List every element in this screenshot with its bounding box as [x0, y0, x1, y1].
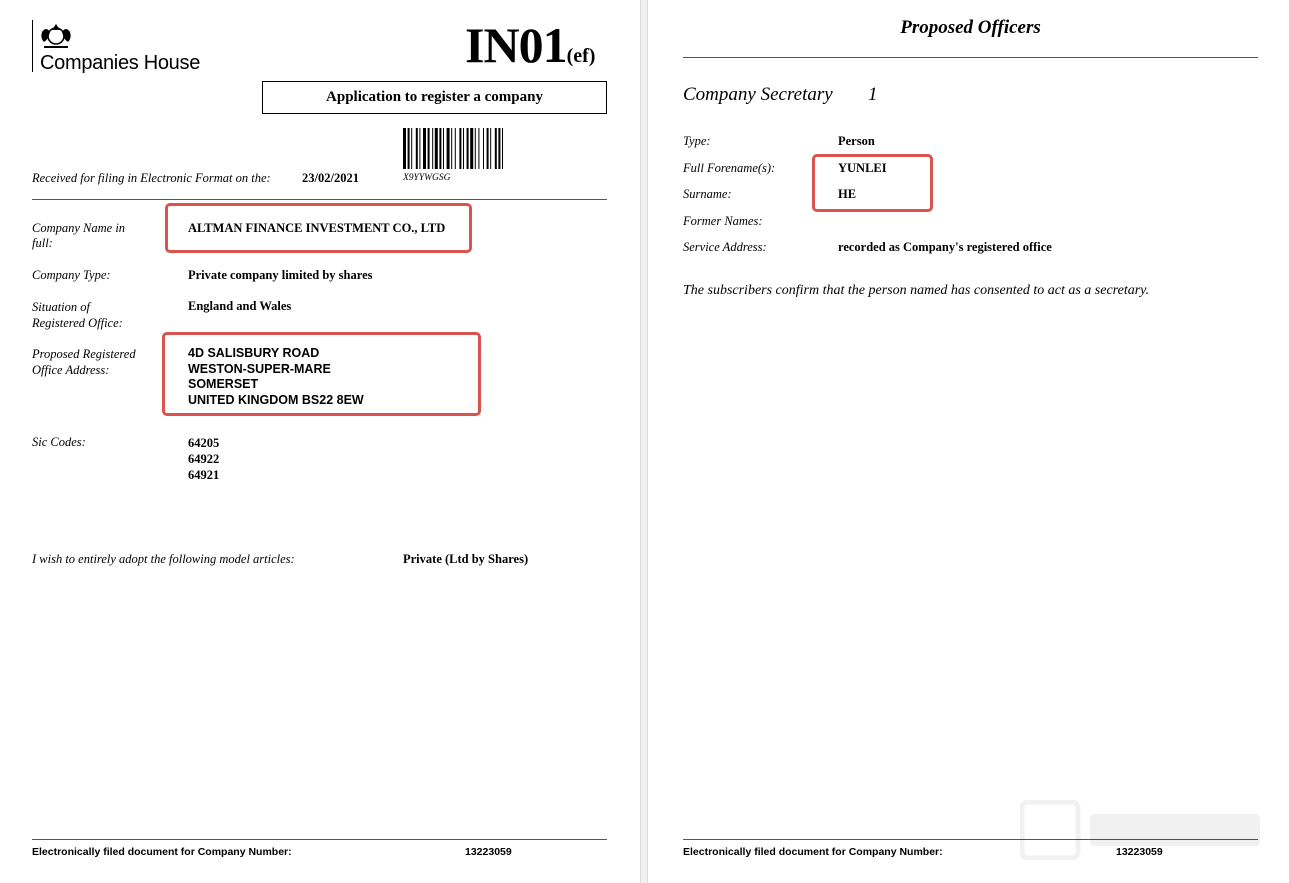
sic-code: 64205	[188, 436, 220, 450]
footer-label: Electronically filed document for Company Number:	[32, 846, 292, 858]
barcode-bar	[475, 128, 476, 169]
situation-label	[32, 299, 123, 331]
type-label: Type:	[683, 134, 711, 148]
officers-heading: Proposed Officers	[900, 17, 1041, 38]
section-title: Company Secretary	[683, 84, 833, 105]
address-highlight	[162, 332, 481, 416]
service-address-label: Service Address:	[683, 240, 767, 254]
barcode-bar	[447, 128, 450, 169]
barcode-icon	[403, 128, 606, 169]
consent-statement: The subscribers confirm that the person named has consented to act as a secretary.	[683, 283, 1150, 298]
brand-divider	[32, 20, 33, 72]
company-name-label-line: Company Name in	[32, 221, 126, 235]
barcode-bar	[403, 128, 406, 169]
address-label-line: Proposed Registered	[32, 347, 136, 361]
sic-code: 64921	[188, 468, 220, 482]
barcode-bar	[463, 128, 464, 169]
surname-label: Surname:	[683, 187, 732, 201]
situation-label-line: Situation of	[32, 300, 90, 314]
barcode-bar	[490, 128, 491, 169]
document-title: Application to register a company	[262, 81, 607, 114]
footer-company-number: 13223059	[465, 846, 512, 858]
section-number: 1	[868, 84, 878, 105]
form-code-suffix: (ef)	[566, 45, 596, 67]
received-date: 23/02/2021	[302, 171, 359, 185]
barcode-bar	[451, 128, 452, 169]
footer-company-number: 13223059	[1116, 846, 1163, 858]
barcode-bar	[435, 128, 438, 169]
barcode-bar	[498, 128, 500, 169]
address-line: WESTON-SUPER-MARE	[188, 361, 331, 376]
barcode-bar	[439, 128, 441, 169]
heading-rule	[683, 57, 1258, 58]
address-line: 4D SALISBURY ROAD	[188, 346, 320, 360]
company-name-label	[32, 221, 125, 251]
left-document-page	[0, 0, 640, 883]
right-document-page	[648, 0, 1289, 883]
barcode-bar	[487, 128, 489, 169]
former-names-label: Former Names:	[683, 214, 763, 228]
watermark-logo-icon	[1020, 800, 1270, 860]
surname-value: HE	[838, 187, 857, 201]
form-code-main: IN01	[465, 17, 567, 73]
address-line: UNITED KINGDOM BS22 8EW	[188, 392, 364, 407]
barcode-bar	[502, 128, 503, 169]
company-name-value: ALTMAN FINANCE INVESTMENT CO., LTD	[188, 221, 446, 235]
sic-codes	[188, 435, 219, 483]
barcode-bar	[443, 128, 444, 169]
barcode-bar	[483, 128, 484, 169]
situation-label-line: Registered Office:	[32, 316, 123, 330]
barcode-bar	[408, 128, 410, 169]
footer-rule	[32, 839, 607, 840]
articles-label: I wish to entirely adopt the following model articles:	[32, 552, 295, 566]
articles-value: Private (Ltd by Shares)	[403, 552, 529, 566]
barcode-bar	[428, 128, 430, 169]
royal-crest-icon	[38, 20, 74, 50]
barcode-text: X9YYWGSG	[403, 173, 451, 183]
barcode-bar	[455, 128, 456, 169]
page-divider	[640, 0, 648, 883]
barcode-bar	[495, 128, 497, 169]
barcode-bar	[470, 128, 473, 169]
received-label: Received for filing in Electronic Format on the:	[32, 171, 271, 185]
barcode-bar	[416, 128, 418, 169]
barcode-bar	[467, 128, 469, 169]
address-label-line: Office Address:	[32, 363, 110, 377]
brand-name: Companies House	[40, 52, 201, 74]
barcode-bar	[423, 128, 426, 169]
situation-value: England and Wales	[188, 299, 292, 313]
footer-label: Electronically filed document for Company Number:	[683, 846, 943, 858]
barcode-bar	[419, 128, 420, 169]
forename-label: Full Forename(s):	[683, 161, 776, 175]
barcode-bar	[432, 128, 433, 169]
sic-code: 64922	[188, 452, 220, 466]
barcode-bar	[411, 128, 412, 169]
address-label	[32, 346, 136, 378]
forename-value: YUNLEI	[838, 161, 887, 175]
company-type-label: Company Type:	[32, 268, 111, 282]
company-name-highlight	[165, 203, 472, 253]
service-address-value: recorded as Company's registered office	[838, 240, 1052, 254]
header-rule	[32, 199, 607, 200]
company-name-label-line: full:	[32, 236, 53, 250]
barcode-bar	[459, 128, 461, 169]
type-value: Person	[838, 134, 875, 148]
barcode-bar	[478, 128, 479, 169]
form-code	[465, 16, 595, 85]
company-type-value: Private company limited by shares	[188, 268, 373, 282]
sic-label: Sic Codes:	[32, 435, 86, 449]
address-line: SOMERSET	[188, 377, 259, 391]
name-highlight	[812, 154, 933, 212]
